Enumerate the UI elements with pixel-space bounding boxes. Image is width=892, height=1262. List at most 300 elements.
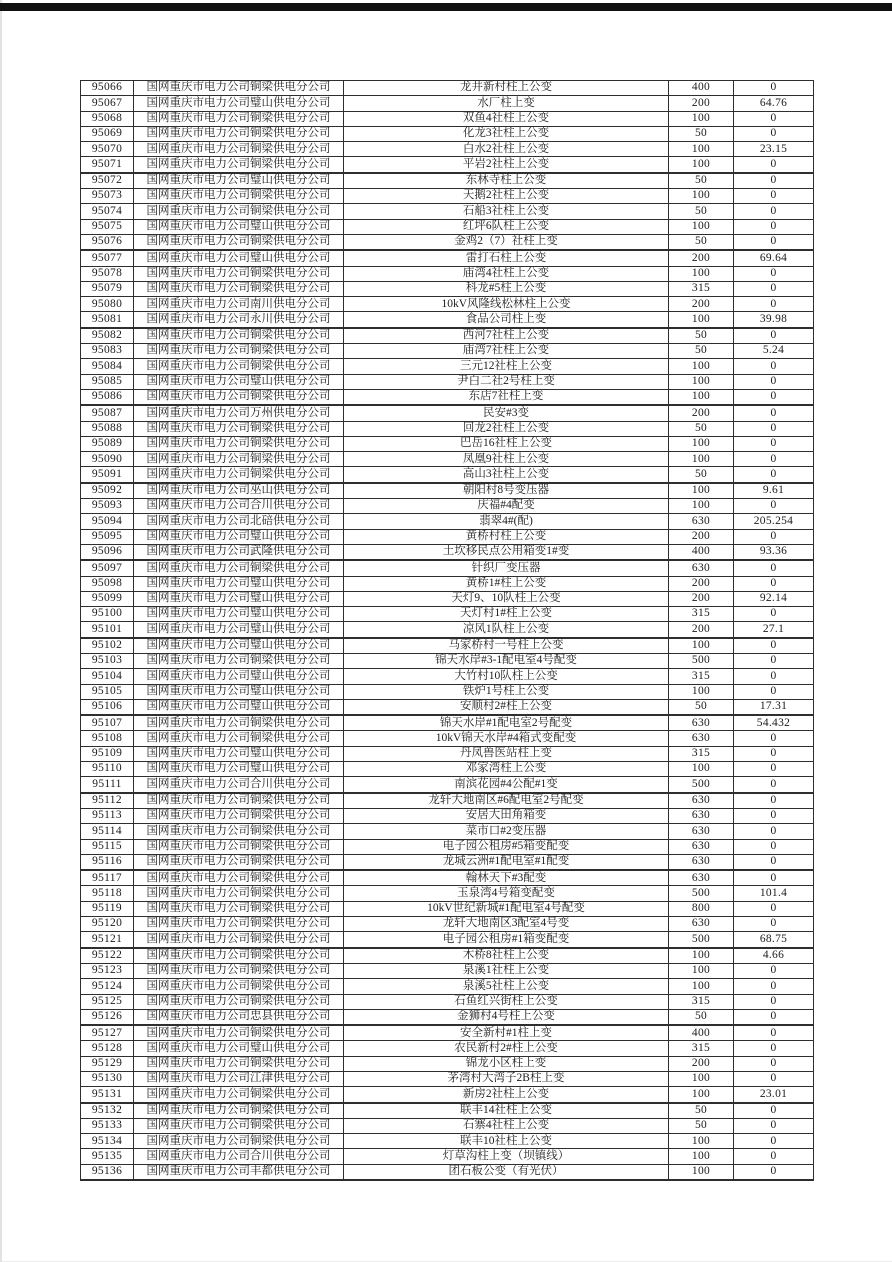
- cell-capacity: 800: [669, 901, 734, 916]
- cell-name: 东店7社柱上变: [344, 389, 669, 405]
- cell-id: 95121: [81, 932, 134, 948]
- cell-value: 27.1: [734, 622, 814, 638]
- cell-capacity: 100: [669, 684, 734, 699]
- cell-capacity: 100: [669, 389, 734, 405]
- cell-value: 0: [734, 204, 814, 219]
- cell-name: 农民新村2#柱上公变: [344, 1041, 669, 1056]
- cell-company: 国网重庆市电力公司万州供电分公司: [134, 405, 344, 421]
- cell-name: 龙城云洲#1配电室#1配变: [344, 854, 669, 870]
- cell-capacity: 100: [669, 638, 734, 654]
- cell-value: 0: [734, 1041, 814, 1056]
- table-row: [81, 669, 814, 684]
- table-row: [81, 1164, 814, 1180]
- cell-capacity: 630: [669, 854, 734, 870]
- cell-name: 联丰14社柱上公变: [344, 1103, 669, 1119]
- table-row: [81, 622, 814, 638]
- table-row: [81, 312, 814, 328]
- cell-capacity: 315: [669, 994, 734, 1009]
- cell-id: 95132: [81, 1103, 134, 1119]
- cell-company: 国网重庆市电力公司铜梁供电分公司: [134, 839, 344, 854]
- cell-name: 尹白二社2号柱上变: [344, 374, 669, 389]
- cell-name: 水厂柱上变: [344, 96, 669, 111]
- cell-company: 国网重庆市电力公司南川供电分公司: [134, 297, 344, 312]
- table-row: [81, 359, 814, 374]
- table-row: [81, 1149, 814, 1164]
- cell-company: 国网重庆市电力公司璧山供电分公司: [134, 219, 344, 234]
- cell-company: 国网重庆市电力公司铜梁供电分公司: [134, 1118, 344, 1133]
- cell-id: 95100: [81, 607, 134, 622]
- cell-name: 10kV风隆线松林柱上公变: [344, 297, 669, 312]
- cell-capacity: 100: [669, 436, 734, 451]
- cell-value: 0: [734, 963, 814, 978]
- transformer-records-body: [81, 81, 814, 1181]
- cell-company: 国网重庆市电力公司璧山供电分公司: [134, 762, 344, 777]
- cell-value: 54.432: [734, 715, 814, 731]
- cell-value: 0: [734, 1118, 814, 1133]
- cell-name: 天鹅2社柱上公变: [344, 189, 669, 204]
- cell-id: 95103: [81, 653, 134, 668]
- cell-company: 国网重庆市电力公司铜梁供电分公司: [134, 1056, 344, 1071]
- cell-value: 17.31: [734, 699, 814, 715]
- cell-name: 双鱼4社柱上公变: [344, 111, 669, 126]
- cell-value: 0: [734, 81, 814, 96]
- cell-name: 黄桥1#柱上公变: [344, 576, 669, 591]
- cell-value: 0: [734, 389, 814, 405]
- table-row: [81, 932, 814, 948]
- table-row: [81, 1009, 814, 1025]
- cell-name: 新房2社柱上公变: [344, 1087, 669, 1103]
- cell-value: 0: [734, 359, 814, 374]
- cell-id: 95086: [81, 389, 134, 405]
- cell-value: 0: [734, 669, 814, 684]
- table-row: [81, 374, 814, 389]
- cell-value: 0: [734, 1103, 814, 1119]
- cell-company: 国网重庆市电力公司铜梁供电分公司: [134, 344, 344, 359]
- table-row: [81, 421, 814, 436]
- table-row: [81, 499, 814, 514]
- cell-name: 黄桥村柱上公变: [344, 529, 669, 544]
- cell-capacity: 630: [669, 870, 734, 886]
- table-row: [81, 1056, 814, 1071]
- cell-capacity: 100: [669, 189, 734, 204]
- cell-company: 国网重庆市电力公司铜梁供电分公司: [134, 281, 344, 296]
- cell-name: 天灯村1#柱上公变: [344, 607, 669, 622]
- cell-name: 茅湾村大湾子2B柱上变: [344, 1072, 669, 1087]
- cell-id: 95066: [81, 81, 134, 96]
- table-row: [81, 917, 814, 932]
- cell-id: 95129: [81, 1056, 134, 1071]
- cell-name: 丹凤兽医站柱上变: [344, 746, 669, 761]
- cell-id: 95111: [81, 777, 134, 793]
- cell-capacity: 200: [669, 297, 734, 312]
- cell-id: 95084: [81, 359, 134, 374]
- cell-name: 天灯9、10队柱上公变: [344, 591, 669, 606]
- cell-name: 马家桥村一号柱上公变: [344, 638, 669, 654]
- cell-name: 木桥8社柱上公变: [344, 948, 669, 964]
- cell-value: 0: [734, 607, 814, 622]
- cell-id: 95097: [81, 560, 134, 576]
- cell-capacity: 50: [669, 126, 734, 141]
- cell-value: 0: [734, 1164, 814, 1180]
- cell-value: 0: [734, 328, 814, 344]
- cell-company: 国网重庆市电力公司铜梁供电分公司: [134, 948, 344, 964]
- cell-id: 95075: [81, 219, 134, 234]
- cell-capacity: 315: [669, 281, 734, 296]
- cell-name: 土坎移民点公用箱变1#变: [344, 544, 669, 560]
- cell-value: 23.15: [734, 142, 814, 157]
- cell-capacity: 630: [669, 514, 734, 529]
- cell-id: 95107: [81, 715, 134, 731]
- table-row: [81, 529, 814, 544]
- table-row: [81, 266, 814, 281]
- cell-capacity: 400: [669, 1025, 734, 1041]
- cell-value: 0: [734, 653, 814, 668]
- cell-name: 锦龙小区柱上变: [344, 1056, 669, 1071]
- table-row: [81, 715, 814, 731]
- cell-company: 国网重庆市电力公司铜梁供电分公司: [134, 142, 344, 157]
- cell-company: 国网重庆市电力公司璧山供电分公司: [134, 591, 344, 606]
- cell-value: 0: [734, 793, 814, 809]
- cell-value: 0: [734, 157, 814, 173]
- cell-company: 国网重庆市电力公司璧山供电分公司: [134, 96, 344, 111]
- table-row: [81, 142, 814, 157]
- cell-id: 95078: [81, 266, 134, 281]
- table-row: [81, 1072, 814, 1087]
- cell-name: 金狮村4号柱上公变: [344, 1009, 669, 1025]
- cell-id: 95088: [81, 421, 134, 436]
- cell-name: 团石板公变（有光伏）: [344, 1164, 669, 1180]
- cell-name: 回龙2社柱上公变: [344, 421, 669, 436]
- table-row: [81, 746, 814, 761]
- cell-name: 邓家湾柱上公变: [344, 762, 669, 777]
- cell-name: 化龙3社柱上公变: [344, 126, 669, 141]
- cell-capacity: 100: [669, 948, 734, 964]
- cell-company: 国网重庆市电力公司铜梁供电分公司: [134, 436, 344, 451]
- table-row: [81, 189, 814, 204]
- cell-company: 国网重庆市电力公司铜梁供电分公司: [134, 1025, 344, 1041]
- cell-value: 0: [734, 994, 814, 1009]
- cell-capacity: 100: [669, 499, 734, 514]
- cell-value: 0: [734, 219, 814, 234]
- cell-name: 翰林天下#3配变: [344, 870, 669, 886]
- cell-id: 95077: [81, 250, 134, 266]
- cell-capacity: 200: [669, 622, 734, 638]
- cell-company: 国网重庆市电力公司巫山供电分公司: [134, 483, 344, 499]
- cell-company: 国网重庆市电力公司铜梁供电分公司: [134, 886, 344, 901]
- cell-value: 0: [734, 1009, 814, 1025]
- cell-value: 9.61: [734, 483, 814, 499]
- cell-id: 95101: [81, 622, 134, 638]
- table-row: [81, 250, 814, 266]
- cell-value: 0: [734, 808, 814, 823]
- cell-company: 国网重庆市电力公司铜梁供电分公司: [134, 917, 344, 932]
- cell-id: 95082: [81, 328, 134, 344]
- cell-name: 高山3社柱上公变: [344, 467, 669, 483]
- cell-value: 0: [734, 173, 814, 189]
- cell-company: 国网重庆市电力公司铜梁供电分公司: [134, 901, 344, 916]
- cell-name: 10kV锦天水岸#4箱式变配变: [344, 731, 669, 746]
- cell-value: 92.14: [734, 591, 814, 606]
- cell-name: 龙轩大地南区3配室4号变: [344, 917, 669, 932]
- cell-value: 0: [734, 111, 814, 126]
- table-row: [81, 793, 814, 809]
- cell-name: 白水2社柱上公变: [344, 142, 669, 157]
- cell-id: 95110: [81, 762, 134, 777]
- cell-capacity: 50: [669, 1009, 734, 1025]
- cell-value: 0: [734, 746, 814, 761]
- cell-company: 国网重庆市电力公司璧山供电分公司: [134, 669, 344, 684]
- cell-id: 95072: [81, 173, 134, 189]
- table-row: [81, 576, 814, 591]
- cell-company: 国网重庆市电力公司璧山供电分公司: [134, 576, 344, 591]
- table-row: [81, 297, 814, 312]
- cell-value: 0: [734, 452, 814, 467]
- cell-company: 国网重庆市电力公司璧山供电分公司: [134, 250, 344, 266]
- cell-id: 95108: [81, 731, 134, 746]
- cell-name: 石船3社柱上公变: [344, 204, 669, 219]
- cell-name: 锦天水岸#1配电室2号配变: [344, 715, 669, 731]
- cell-id: 95124: [81, 979, 134, 994]
- cell-capacity: 100: [669, 963, 734, 978]
- table-row: [81, 405, 814, 421]
- cell-value: 0: [734, 297, 814, 312]
- cell-id: 95081: [81, 312, 134, 328]
- table-row: [81, 948, 814, 964]
- cell-name: 三元12社柱上公变: [344, 359, 669, 374]
- cell-capacity: 100: [669, 483, 734, 499]
- cell-capacity: 100: [669, 142, 734, 157]
- table-row: [81, 731, 814, 746]
- cell-id: 95122: [81, 948, 134, 964]
- cell-id: 95069: [81, 126, 134, 141]
- table-row: [81, 824, 814, 839]
- cell-id: 95083: [81, 344, 134, 359]
- cell-company: 国网重庆市电力公司铜梁供电分公司: [134, 126, 344, 141]
- cell-capacity: 200: [669, 1056, 734, 1071]
- cell-capacity: 200: [669, 591, 734, 606]
- cell-company: 国网重庆市电力公司丰都供电分公司: [134, 1164, 344, 1180]
- cell-capacity: 630: [669, 917, 734, 932]
- table-row: [81, 653, 814, 668]
- cell-id: 95073: [81, 189, 134, 204]
- cell-value: 0: [734, 731, 814, 746]
- cell-name: 联丰10社柱上公变: [344, 1134, 669, 1149]
- cell-company: 国网重庆市电力公司武隆供电分公司: [134, 544, 344, 560]
- cell-capacity: 500: [669, 777, 734, 793]
- cell-name: 泉溪5社柱上公变: [344, 979, 669, 994]
- cell-name: 平岩2社柱上公变: [344, 157, 669, 173]
- cell-id: 95074: [81, 204, 134, 219]
- cell-value: 0: [734, 1056, 814, 1071]
- cell-value: 23.01: [734, 1087, 814, 1103]
- cell-value: 0: [734, 421, 814, 436]
- cell-company: 国网重庆市电力公司璧山供电分公司: [134, 374, 344, 389]
- cell-id: 95076: [81, 234, 134, 250]
- cell-id: 95095: [81, 529, 134, 544]
- table-row: [81, 870, 814, 886]
- cell-id: 95087: [81, 405, 134, 421]
- cell-capacity: 50: [669, 1118, 734, 1133]
- cell-company: 国网重庆市电力公司铜梁供电分公司: [134, 979, 344, 994]
- cell-company: 国网重庆市电力公司铜梁供电分公司: [134, 1103, 344, 1119]
- cell-company: 国网重庆市电力公司忠县供电分公司: [134, 1009, 344, 1025]
- cell-company: 国网重庆市电力公司铜梁供电分公司: [134, 824, 344, 839]
- cell-company: 国网重庆市电力公司铜梁供电分公司: [134, 189, 344, 204]
- table-row: [81, 1103, 814, 1119]
- cell-name: 凉风1队柱上公变: [344, 622, 669, 638]
- cell-capacity: 100: [669, 359, 734, 374]
- table-row: [81, 762, 814, 777]
- cell-company: 国网重庆市电力公司永川供电分公司: [134, 312, 344, 328]
- transformer-records-table: [80, 80, 814, 1181]
- table-row: [81, 777, 814, 793]
- cell-id: 95118: [81, 886, 134, 901]
- cell-name: 科龙#5柱上公变: [344, 281, 669, 296]
- table-row: [81, 126, 814, 141]
- table-row: [81, 607, 814, 622]
- cell-name: 东林寺柱上公变: [344, 173, 669, 189]
- cell-company: 国网重庆市电力公司璧山供电分公司: [134, 684, 344, 699]
- cell-name: 玉泉湾4号箱变配变: [344, 886, 669, 901]
- table-row: [81, 963, 814, 978]
- cell-capacity: 200: [669, 405, 734, 421]
- cell-company: 国网重庆市电力公司铜梁供电分公司: [134, 328, 344, 344]
- cell-id: 95094: [81, 514, 134, 529]
- cell-company: 国网重庆市电力公司铜梁供电分公司: [134, 994, 344, 1009]
- cell-company: 国网重庆市电力公司铜梁供电分公司: [134, 234, 344, 250]
- table-row: [81, 514, 814, 529]
- cell-name: 西河7社柱上公变: [344, 328, 669, 344]
- table-row: [81, 854, 814, 870]
- cell-value: 0: [734, 189, 814, 204]
- table-row: [81, 1118, 814, 1133]
- cell-company: 国网重庆市电力公司铜梁供电分公司: [134, 1087, 344, 1103]
- cell-name: 灯草沟柱上变（坝镇线）: [344, 1149, 669, 1164]
- cell-id: 95068: [81, 111, 134, 126]
- cell-capacity: 50: [669, 421, 734, 436]
- cell-id: 95071: [81, 157, 134, 173]
- cell-capacity: 100: [669, 1134, 734, 1149]
- table-row: [81, 1025, 814, 1041]
- cell-id: 95128: [81, 1041, 134, 1056]
- cell-value: 0: [734, 777, 814, 793]
- table-row: [81, 389, 814, 405]
- cell-id: 95106: [81, 699, 134, 715]
- cell-capacity: 100: [669, 1087, 734, 1103]
- table-row: [81, 808, 814, 823]
- cell-id: 95130: [81, 1072, 134, 1087]
- cell-value: 0: [734, 266, 814, 281]
- cell-name: 菜市口#2变压器: [344, 824, 669, 839]
- cell-company: 国网重庆市电力公司铜梁供电分公司: [134, 808, 344, 823]
- cell-company: 国网重庆市电力公司江津供电分公司: [134, 1072, 344, 1087]
- cell-capacity: 100: [669, 452, 734, 467]
- table-row: [81, 219, 814, 234]
- cell-name: 民安#3变: [344, 405, 669, 421]
- cell-company: 国网重庆市电力公司璧山供电分公司: [134, 699, 344, 715]
- cell-capacity: 400: [669, 544, 734, 560]
- cell-name: 石寨4社柱上公变: [344, 1118, 669, 1133]
- cell-capacity: 100: [669, 762, 734, 777]
- scan-artifact-top-bar: [0, 3, 892, 11]
- cell-value: 0: [734, 1072, 814, 1087]
- cell-name: 电子园公租房#1箱变配变: [344, 932, 669, 948]
- cell-capacity: 100: [669, 266, 734, 281]
- cell-company: 国网重庆市电力公司铜梁供电分公司: [134, 204, 344, 219]
- cell-company: 国网重庆市电力公司璧山供电分公司: [134, 746, 344, 761]
- cell-value: 0: [734, 529, 814, 544]
- cell-name: 10kV世纪新城#1配电室4号配变: [344, 901, 669, 916]
- cell-name: 红坪6队柱上公变: [344, 219, 669, 234]
- cell-id: 95115: [81, 839, 134, 854]
- cell-capacity: 100: [669, 312, 734, 328]
- cell-company: 国网重庆市电力公司铜梁供电分公司: [134, 452, 344, 467]
- cell-id: 95096: [81, 544, 134, 560]
- table-row: [81, 886, 814, 901]
- table-row: [81, 111, 814, 126]
- cell-company: 国网重庆市电力公司合川供电分公司: [134, 777, 344, 793]
- cell-value: 0: [734, 854, 814, 870]
- cell-value: 0: [734, 1134, 814, 1149]
- table-row: [81, 452, 814, 467]
- cell-name: 庙湾7社柱上公变: [344, 344, 669, 359]
- cell-name: 南滨花园#4公配#1变: [344, 777, 669, 793]
- cell-value: 0: [734, 684, 814, 699]
- cell-value: 39.98: [734, 312, 814, 328]
- cell-value: 0: [734, 576, 814, 591]
- cell-company: 国网重庆市电力公司铜梁供电分公司: [134, 81, 344, 96]
- cell-capacity: 50: [669, 699, 734, 715]
- cell-company: 国网重庆市电力公司铜梁供电分公司: [134, 560, 344, 576]
- cell-company: 国网重庆市电力公司北碚供电分公司: [134, 514, 344, 529]
- cell-capacity: 100: [669, 1164, 734, 1180]
- table-row: [81, 328, 814, 344]
- cell-id: 95126: [81, 1009, 134, 1025]
- cell-capacity: 200: [669, 250, 734, 266]
- cell-value: 0: [734, 281, 814, 296]
- cell-capacity: 500: [669, 653, 734, 668]
- cell-capacity: 100: [669, 979, 734, 994]
- table-row: [81, 157, 814, 173]
- cell-capacity: 200: [669, 576, 734, 591]
- cell-id: 95134: [81, 1134, 134, 1149]
- cell-value: 0: [734, 436, 814, 451]
- cell-value: 205.254: [734, 514, 814, 529]
- cell-id: 95114: [81, 824, 134, 839]
- cell-company: 国网重庆市电力公司璧山供电分公司: [134, 622, 344, 638]
- cell-value: 5.24: [734, 344, 814, 359]
- cell-name: 铁炉1号柱上公变: [344, 684, 669, 699]
- cell-capacity: 50: [669, 1103, 734, 1119]
- cell-company: 国网重庆市电力公司铜梁供电分公司: [134, 111, 344, 126]
- cell-name: 安顺村2#柱上公变: [344, 699, 669, 715]
- cell-capacity: 500: [669, 886, 734, 901]
- cell-value: 0: [734, 467, 814, 483]
- table-row: [81, 483, 814, 499]
- cell-id: 95067: [81, 96, 134, 111]
- cell-value: 64.76: [734, 96, 814, 111]
- cell-name: 泉溪1社柱上公变: [344, 963, 669, 978]
- cell-capacity: 630: [669, 731, 734, 746]
- cell-name: 巴岳16社柱上公变: [344, 436, 669, 451]
- cell-name: 安居大田角箱变: [344, 808, 669, 823]
- cell-id: 95117: [81, 870, 134, 886]
- cell-company: 国网重庆市电力公司铜梁供电分公司: [134, 359, 344, 374]
- cell-id: 95113: [81, 808, 134, 823]
- cell-value: 0: [734, 560, 814, 576]
- table-row: [81, 467, 814, 483]
- cell-id: 95133: [81, 1118, 134, 1133]
